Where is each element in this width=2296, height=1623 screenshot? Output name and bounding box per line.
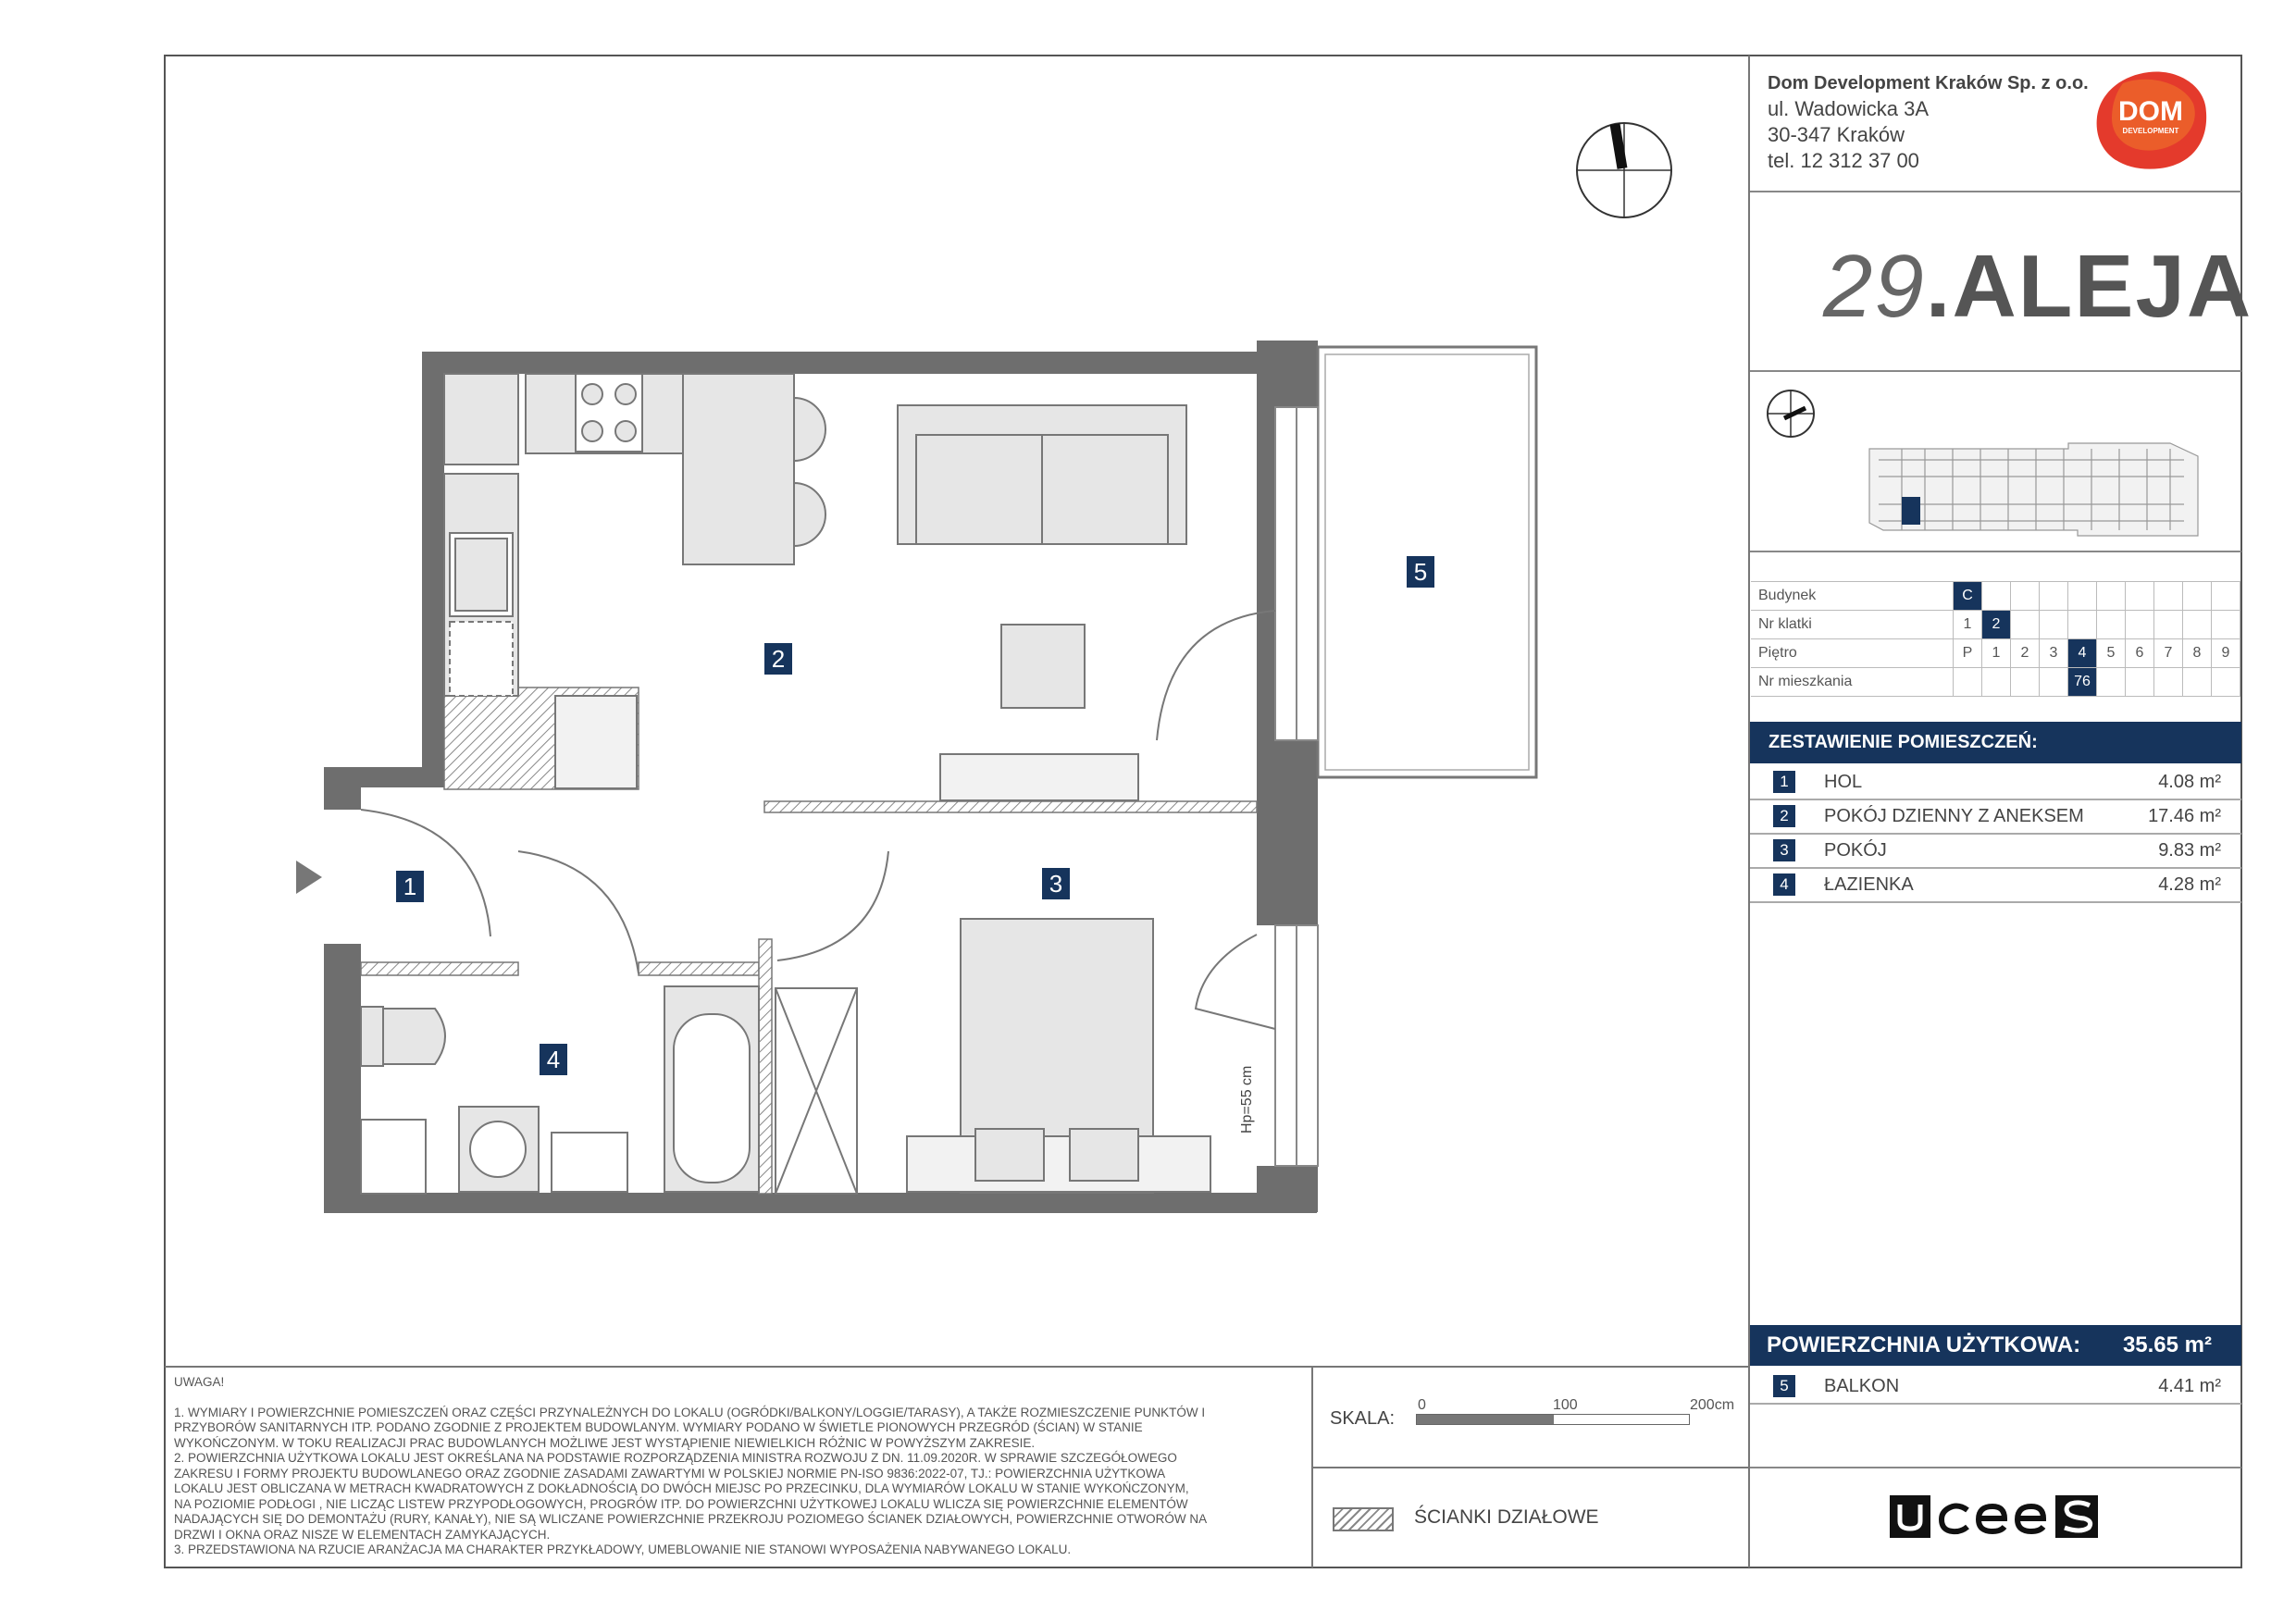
room-number: 1	[1773, 771, 1795, 793]
plan-label-bedroom: 3	[1042, 868, 1070, 899]
bathroom-fixtures	[361, 986, 759, 1194]
building-value: C	[1954, 582, 1982, 611]
apartment-number: 76	[2068, 668, 2097, 697]
room-number: 4	[1773, 873, 1795, 896]
floor-cell: 2	[2011, 639, 2040, 668]
note-line: ZAKRESU I FORMY PROJEKTU BUDOWLANEGO ORAZ ZGODNIE ZASADAMI ZAWARTYMI W POLSKIEJ NORMIE PN-ISO 9836:2022-07, TJ.: POWIERZCHNIA UŻYTKOWA	[174, 1466, 1166, 1481]
divider	[1750, 191, 2241, 192]
floor-cell: 9	[2212, 639, 2240, 668]
note-line: 1. WYMIARY I POWIERZCHNIE POMIESZCZEŃ ORAZ CZĘŚCI PRZYNALEŻNYCH DO LOKALU (OGRÓDKI/BALKONY/LOGGIE/TARASY), A TAKŻE ROZMIESZCZENIE PUNKTÓW I	[174, 1405, 1206, 1419]
scale-tick-0: 0	[1418, 1397, 1426, 1413]
legend-label: ŚCIANKI DZIAŁOWE	[1414, 1506, 1599, 1528]
apartment-row	[1751, 668, 2240, 697]
room-area: 9.83 m²	[2158, 840, 2221, 861]
usable-area-total	[1750, 1325, 2241, 1366]
floor-cell-selected: 4	[2068, 639, 2097, 668]
room-row	[1750, 868, 2241, 903]
apartment-highlight	[1902, 497, 1920, 525]
floor-row	[1751, 639, 2240, 668]
living-furniture	[898, 405, 1186, 800]
logo-text: DOM	[2118, 96, 2183, 127]
room-area: 17.46 m²	[2148, 806, 2221, 826]
plan-label-bathroom: 4	[540, 1044, 567, 1075]
room-name: POKÓJ	[1824, 840, 1887, 861]
partition-wall-swatch	[1333, 1507, 1394, 1531]
room-area: 4.28 m²	[2158, 874, 2221, 895]
floor-cell: 1	[1982, 639, 2011, 668]
window-height-note: Hp=55 cm	[1239, 1065, 1255, 1134]
company-city: 30-347 Kraków	[1768, 123, 1905, 146]
building-key-plan	[1763, 384, 2235, 541]
company-info	[1768, 70, 2089, 174]
building-row	[1751, 582, 2240, 611]
floor-cell: 3	[2040, 639, 2068, 668]
rooms-title: ZESTAWIENIE POMIESZCZEŃ:	[1750, 722, 2241, 763]
north-compass-icon	[1569, 120, 1680, 222]
room-area: 4.08 m²	[2158, 772, 2221, 792]
ucees-logo	[1888, 1490, 2115, 1543]
room-name: HOL	[1824, 772, 1863, 792]
company-name: Dom Development Kraków Sp. z o.o.	[1768, 73, 2089, 93]
note-line: PRZYBORÓW SANITARNYCH ITP. PODANO ZGODNIE Z PROJEKTEM BUDOWLANYM. WYMIARY PODANO W ŚWIETLE PIONOWYCH PRZEGRÓD (ŚCIAN) W STANIE	[174, 1420, 1143, 1434]
small-compass-icon	[1768, 390, 1814, 437]
building-label: Budynek	[1751, 582, 1954, 611]
floor-cell: 7	[2154, 639, 2183, 668]
staircase-label: Nr klatki	[1751, 611, 1954, 639]
note-line: NADAJĄCYCH SIĘ DO DEMONTAŻU (RURY, KANAŁY), NIE SĄ WLICZANE POWIERZCHNIE PRZEKROJU POZIOMEGO ŚCIANEK DZIAŁOWYCH, POWIERZCHNIE OTWORÓW NA	[174, 1512, 1208, 1526]
floor-cell: P	[1954, 639, 1982, 668]
entrance-arrow-icon	[296, 861, 322, 894]
floor-label: Piętro	[1751, 639, 1954, 668]
scale-bar	[1416, 1414, 1690, 1425]
floor-cell: 5	[2097, 639, 2126, 668]
bedroom-furniture	[776, 919, 1210, 1194]
room-row	[1750, 834, 2241, 869]
room-name: ŁAZIENKA	[1824, 874, 1914, 895]
project-name: .ALEJA	[1925, 237, 2253, 336]
total-value: 35.65 m²	[2122, 1332, 2212, 1357]
floor-plan	[278, 333, 1573, 1221]
scale-tick-200: 200cm	[1690, 1397, 1735, 1413]
note-line: LOKALU JEST OBLICZANA W METRACH KWADRATOWYCH Z DOKŁADNOŚCIĄ DO DWÓCH MIEJSC PO PRZECINKU, DLA WYMIARÓW LOKALU W STANIE WYKOŃCZONYM,	[174, 1481, 1189, 1495]
staircase-1: 1	[1954, 611, 1982, 639]
plan-label-living-room: 2	[764, 643, 792, 675]
note-line: 2. POWIERZCHNIA UŻYTKOWA LOKALU JEST OKREŚLANA NA PODSTAWIE ROZPORZĄDZENIA MINISTRA ROZWOJU Z DN. 11.09.2020R. W SPRAWIE SZCZEGÓŁOWEGO	[174, 1451, 1177, 1465]
notes-divider	[165, 1366, 1750, 1368]
company-phone: tel. 12 312 37 00	[1768, 149, 1919, 172]
apartment-info-table	[1751, 581, 2240, 697]
balcony-row	[1750, 1369, 2241, 1405]
logo-subtext: DEVELOPMENT	[2122, 127, 2179, 135]
note-line: NA POZIOMIE PODŁOGI , NIE LICZĄC LISTEW PRZYPODŁOGOWYCH, PROGRÓW ITP. DO POWIERZCHNI UŻYTKOWEJ LOKALU WLICZA SIĘ POWIERZCHNIE ELEMENTÓW	[174, 1496, 1188, 1511]
balcony-area: 4.41 m²	[2158, 1376, 2221, 1396]
room-row	[1750, 799, 2241, 835]
divider	[1750, 370, 2241, 372]
balcony-number: 5	[1773, 1375, 1795, 1397]
divider	[1750, 1467, 2241, 1468]
scale-tick-100: 100	[1553, 1397, 1578, 1413]
balcony-name: BALKON	[1824, 1376, 1900, 1396]
dom-development-logo	[2091, 68, 2210, 172]
project-logo	[1823, 236, 2253, 338]
notes	[174, 1375, 1298, 1558]
room-number: 3	[1773, 839, 1795, 861]
floor-cell: 8	[2183, 639, 2212, 668]
staircase-row	[1751, 611, 2240, 639]
company-street: ul. Wadowicka 3A	[1768, 97, 1930, 120]
plan-label-hall: 1	[396, 871, 424, 902]
project-number: 29	[1823, 237, 1926, 336]
total-label: POWIERZCHNIA UŻYTKOWA:	[1767, 1332, 2081, 1357]
note-line: WYKOŃCZONYM. W TOKU REALIZACJI PRAC BUDOWLANYCH MOŻLIWE JEST WYSTĄPIENIE NIEWIELKICH RÓŻNIC W POWYŻSZYM ZAKRESIE.	[174, 1435, 1036, 1450]
room-number: 2	[1773, 805, 1795, 827]
divider	[1750, 551, 2241, 552]
staircase-2: 2	[1982, 611, 2011, 639]
plan-label-balcony: 5	[1407, 556, 1434, 588]
legend-divider	[1313, 1467, 1750, 1468]
note-line: DRZWI I OKNA ORAZ NISZE W ELEMENTACH ZAMYKAJĄCYCH.	[174, 1527, 551, 1542]
apartment-label: Nr mieszkania	[1751, 668, 1954, 697]
notes-heading: UWAGA!	[174, 1375, 225, 1389]
room-name: POKÓJ DZIENNY Z ANEKSEM	[1824, 806, 2084, 826]
scale-label: SKALA:	[1330, 1408, 1396, 1429]
floor-cell: 6	[2126, 639, 2154, 668]
room-row	[1750, 765, 2241, 800]
note-line: 3. PRZEDSTAWIONA NA RZUCIE ARANŻACJA MA CHARAKTER PRZYKŁADOWY, UMEBLOWANIE NIE STANOWI WYPOSAŻENIA NABYWANEGO LOKALU.	[174, 1542, 1072, 1556]
